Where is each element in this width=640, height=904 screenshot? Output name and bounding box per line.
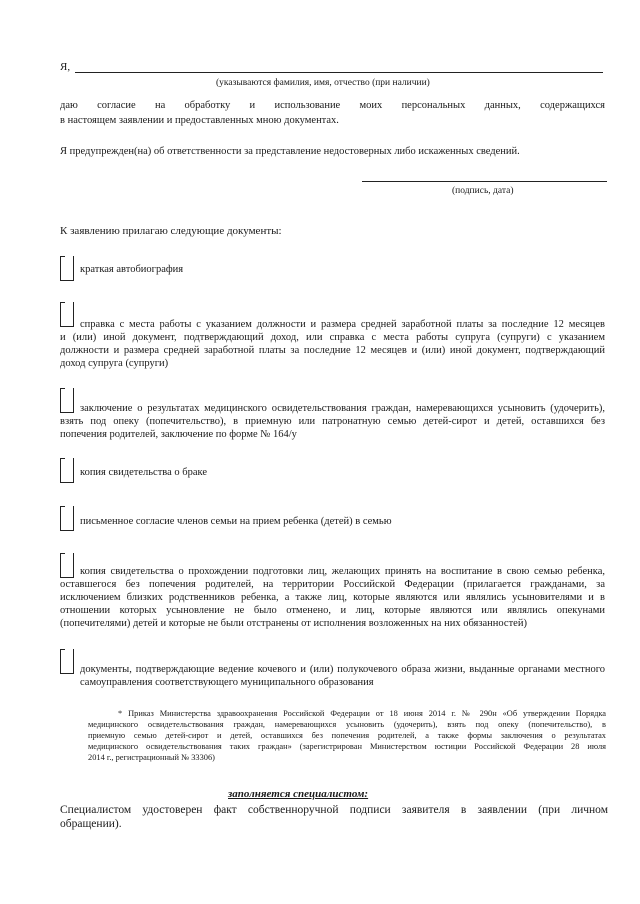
checkbox-autobiography[interactable] <box>60 256 74 281</box>
item-medical-conclusion: заключение о результатах медицинского освидетельствования граждан, намеревающихся усыновить (удочерить), взять под опеку (попечительство), в приемную или патронатную семью детей-сирот и детей, оставшихся без попечения родителей, заключение по форме № 164/у <box>60 403 605 440</box>
checkbox-nomadic-documents[interactable] <box>60 649 74 674</box>
signature-hint: (подпись, дата) <box>452 186 514 196</box>
footnote: * Приказ Министерства здравоохранения Российской Федерации от 18 июня 2014 г. № 290н «Об утверждении Порядка медицинского освидетельствования граждан, намеревающихся усыновить (удочерить), взять под опеку (попечительство), в приемную семью детей-сирот и детей, оставшихся без попечения родителей, а также формы заключения о результатах медицинского освидетельствования таких граждан» (зарегистрирован Министерством юстиции Российской Федерации 28 июля 2014 г., регистрационный № 33306) <box>88 709 606 762</box>
specialist-title: заполняется специалистом: <box>228 788 369 800</box>
consent-line-2: в настоящем заявлении и предоставленных мною документах. <box>60 115 339 126</box>
checkbox-medical-conclusion[interactable] <box>60 388 74 413</box>
specialist-line-2: обращении). <box>60 818 122 830</box>
item-family-consent: письменное согласие членов семьи на прием ребенка (детей) в семью <box>80 516 392 527</box>
fio-input-line[interactable] <box>75 72 603 73</box>
checkbox-marriage-certificate[interactable] <box>60 458 74 483</box>
ya-label: Я, <box>60 61 71 73</box>
item-training-certificate: копия свидетельства о прохождении подготовки лиц, желающих принять на воспитание в свою семью ребенка, оставшегося без попечения родителей, на территории Российской Федерации (прилагается гражданами, за исключением близких родственников ребенка, а также лиц, которые являются или являлись усыновителями и в отношении которых усыновление не было отменено, и лиц, которые являются или являлись опекунами (попечителями) детей и которые не были отстранены от исполнения возложенных на них обязанностей) <box>60 566 605 629</box>
fio-hint: (указываются фамилия, имя, отчество (при наличии) <box>216 78 430 88</box>
specialist-line-1: Специалистом удостоверен факт собственноручной подписи заявителя в заявлении (при личном <box>60 804 608 816</box>
item-autobiography: краткая автобиография <box>80 264 184 275</box>
item-income-certificate: справка с места работы с указанием должности и размера средней заработной платы за последние 12 месяцев и (или) иной документ, подтверждающий доход, или справка с места работы супруга (супруги) с указанием должности и размера средней заработной платы за последние 12 месяцев и (или) иной документ, подтверждающий доход супруга (супруги) <box>60 319 605 369</box>
warning-text: Я предупрежден(на) об ответственности за представление недостоверных либо искаженных сведений. <box>60 146 520 157</box>
documents-intro: К заявлению прилагаю следующие документы: <box>60 225 282 237</box>
checkbox-training-certificate[interactable] <box>60 553 74 578</box>
item-nomadic-documents: документы, подтверждающие ведение кочевого и (или) полукочевого образа жизни, выданные органами местного самоуправления соответствующего муниципального образования <box>80 664 605 688</box>
signature-line[interactable] <box>362 181 607 182</box>
checkbox-income-certificate[interactable] <box>60 302 74 327</box>
item-marriage-certificate: копия свидетельства о браке <box>80 467 208 478</box>
checkbox-family-consent[interactable] <box>60 506 74 531</box>
consent-line-1: даю согласие на обработку и использование моих персональных данных, содержащихся <box>60 100 605 111</box>
